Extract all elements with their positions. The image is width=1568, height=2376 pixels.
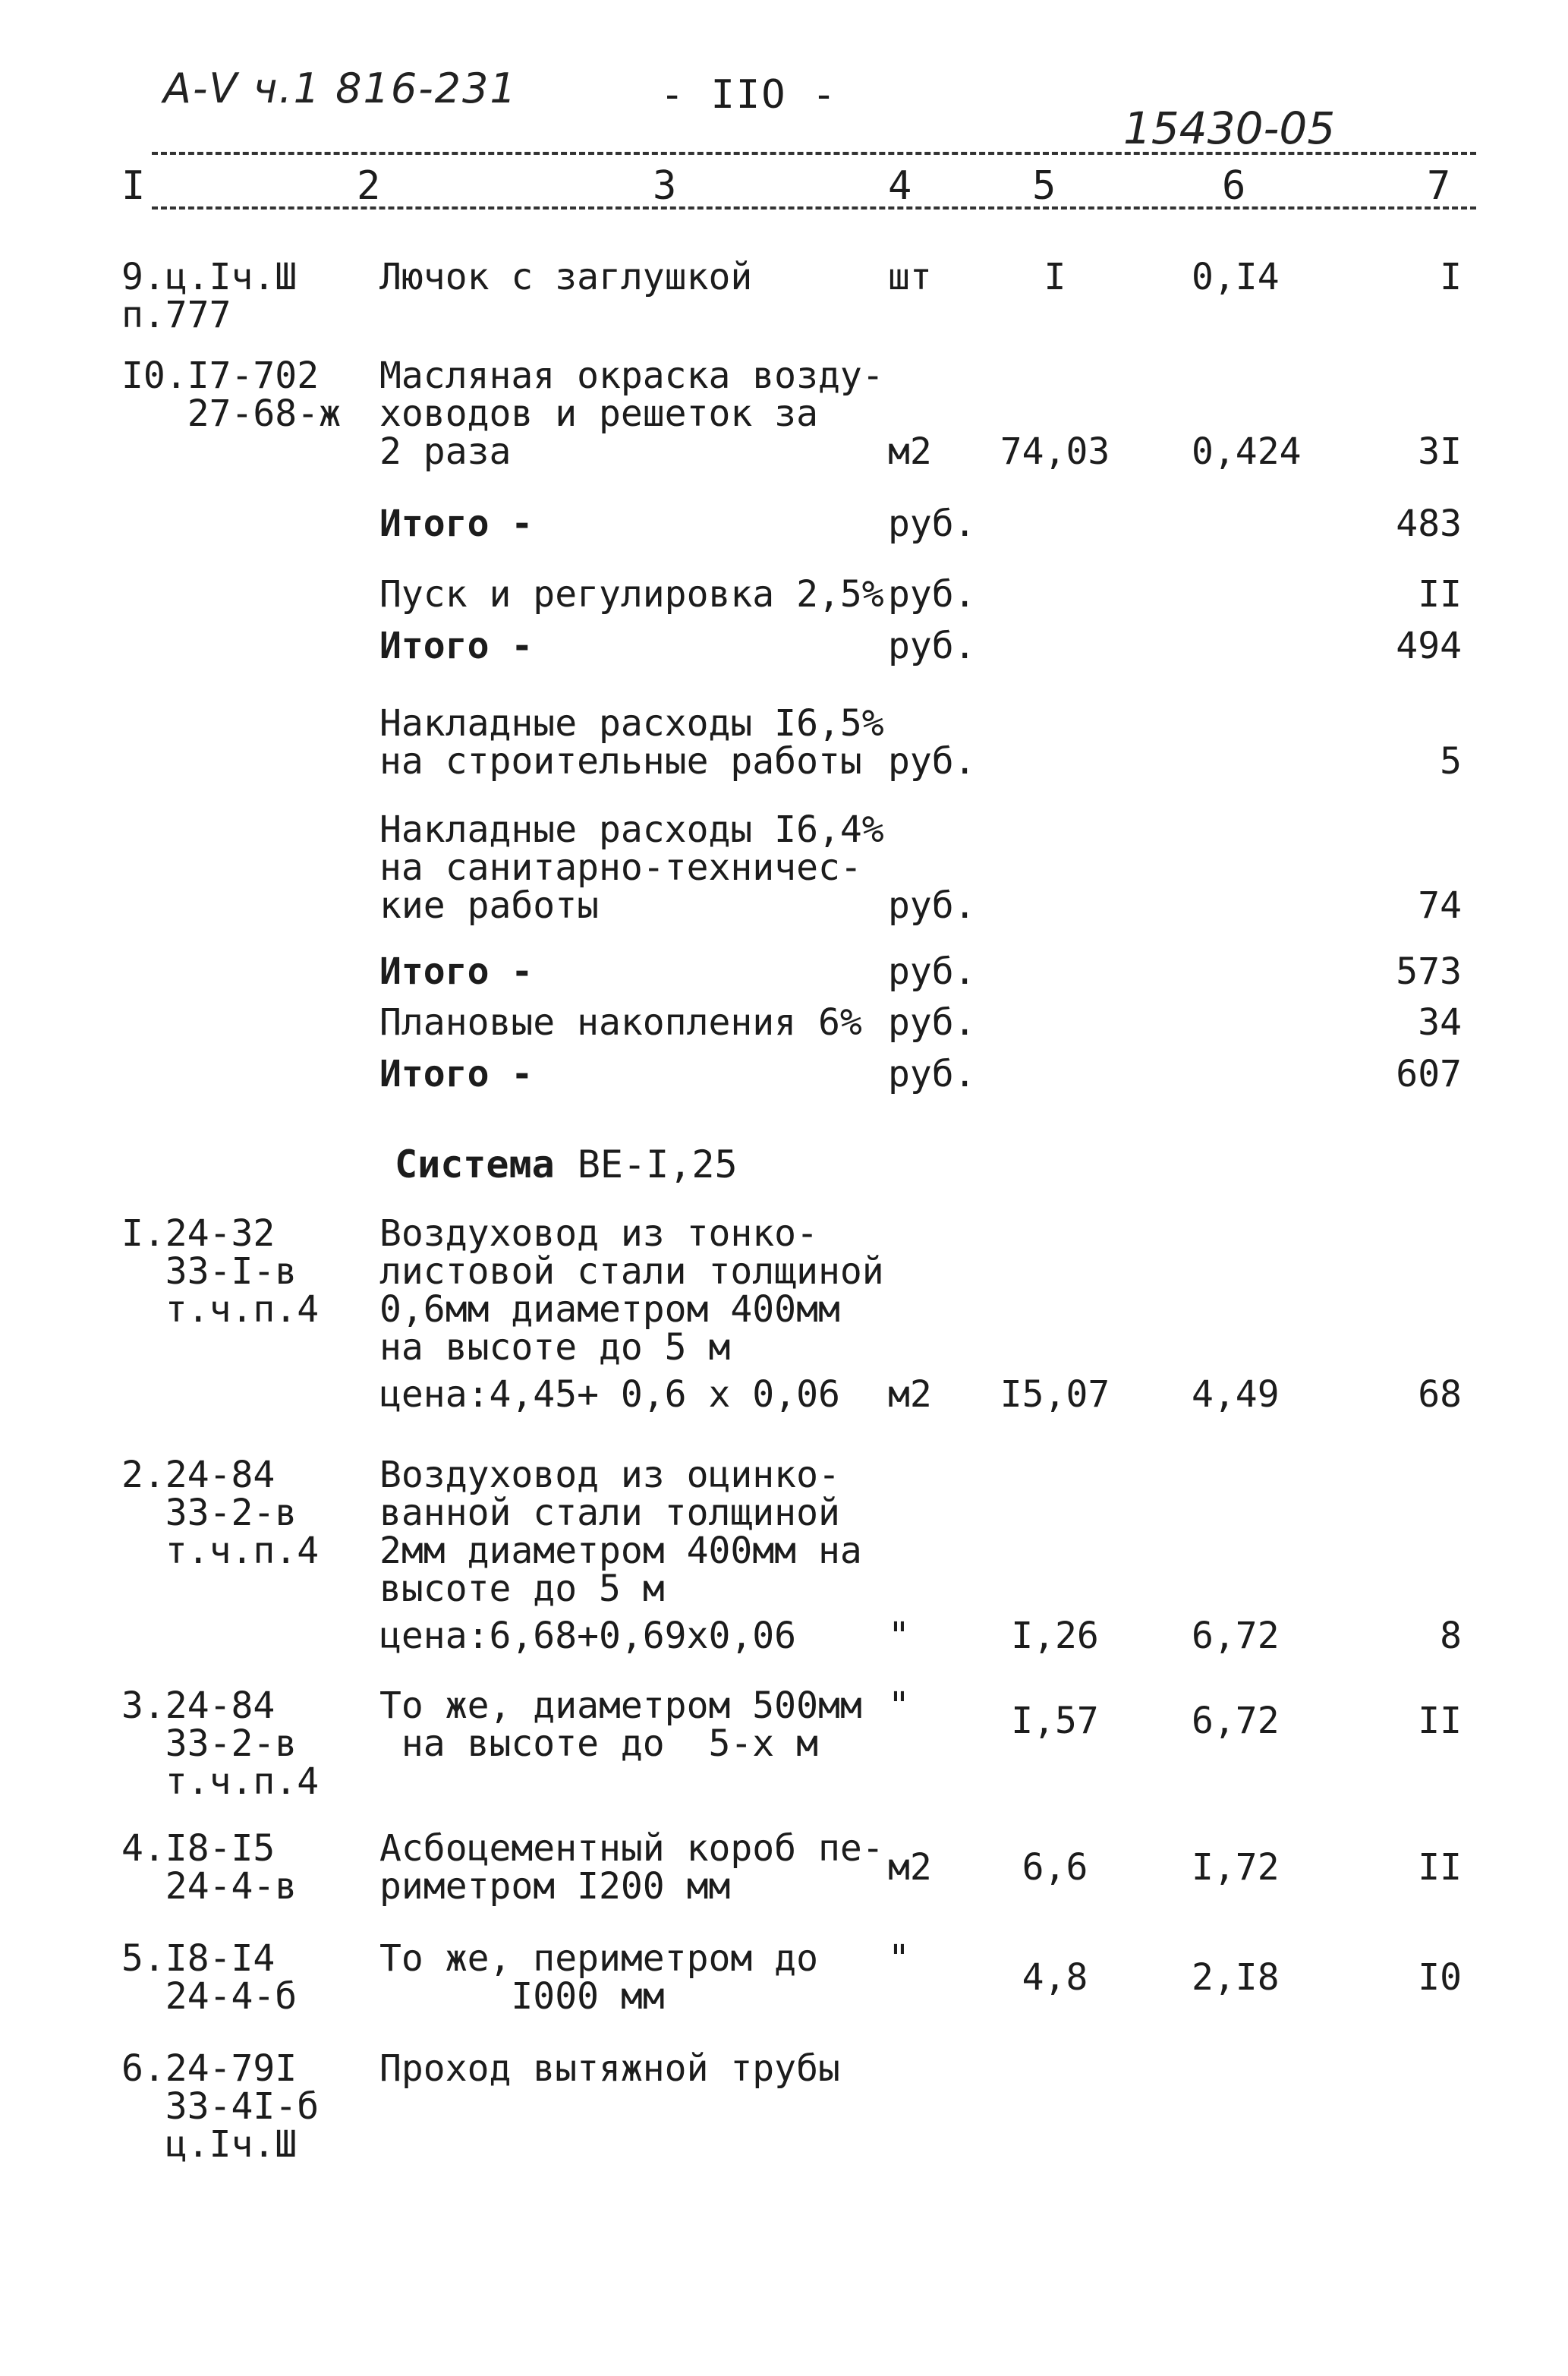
item-code: 2.24-84 33-2-в т.ч.п.4 (121, 1454, 320, 1572)
item-quantity: 6,6 (1022, 1846, 1088, 1889)
item-description: Воздуховод из тонко- листовой стали толщиной 0,6мм диаметром 400мм на высоте до 5 м (379, 1212, 884, 1369)
item-unit: м2 (888, 1373, 932, 1416)
summary-total: 5 (1440, 740, 1462, 783)
item-total: І0 (1418, 1956, 1462, 1999)
column-number-1: І (121, 163, 146, 209)
item-quantity: І5,07 (1000, 1373, 1110, 1416)
item-price-formula: цена:6,68+0,69х0,06 (379, 1615, 797, 1657)
item-total: 68 (1418, 1373, 1462, 1416)
item-description: То же, диаметром 500мм на высоте до 5-х м (379, 1684, 862, 1765)
summary-label: Плановые накопления 6% (379, 1001, 862, 1044)
item-quantity: 4,8 (1022, 1956, 1088, 1999)
item-quantity: І,57 (1011, 1700, 1099, 1742)
item-code: 9.ц.Іч.Ш п.777 (121, 256, 298, 336)
summary-unit: руб. (888, 950, 976, 993)
item-total: І (1440, 256, 1462, 298)
item-description: То же, периметром до І000 мм (379, 1937, 818, 2018)
item-total: ІІ (1418, 1846, 1462, 1889)
item-quantity: І (1044, 256, 1066, 298)
item-quantity: І,26 (1011, 1615, 1099, 1657)
item-price: 6,72 (1192, 1700, 1280, 1742)
summary-label: Итого - (379, 625, 534, 667)
summary-unit: руб. (888, 1001, 976, 1044)
item-code: 6.24-79І 33-4І-б ц.Іч.Ш (121, 2047, 320, 2166)
item-total: 8 (1440, 1615, 1462, 1657)
page-number: - ІІО - (660, 72, 838, 118)
summary-total: 34 (1418, 1001, 1462, 1044)
item-price: 0,І4 (1192, 256, 1280, 298)
summary-total: 74 (1418, 884, 1462, 927)
header-bottom-rule (152, 206, 1476, 210)
column-number-3: 3 (653, 163, 677, 209)
item-description: Воздуховод из оцинко- ванной стали толщиной 2мм диаметром 400мм на высоте до 5 м (379, 1454, 862, 1610)
item-unit: " (888, 1615, 910, 1657)
summary-total: 607 (1396, 1053, 1462, 1095)
summary-unit: руб. (888, 884, 976, 927)
item-description: Масляная окраска возду- ховодов и решеток за 2 раза (379, 355, 884, 473)
item-price: І,72 (1192, 1846, 1280, 1889)
section-title (395, 1142, 738, 1186)
item-price: 2,І8 (1192, 1956, 1280, 1999)
item-price-formula: цена:4,45+ 0,6 х 0,06 (379, 1373, 840, 1416)
summary-label: Пуск и регулировка 2,5% (379, 573, 884, 616)
item-unit: " (888, 1684, 910, 1727)
item-description: Проход вытяжной трубы (379, 2047, 840, 2090)
summary-total: ІІ (1418, 573, 1462, 616)
column-number-6: 6 (1222, 163, 1246, 209)
item-price: 6,72 (1192, 1615, 1280, 1657)
summary-label: Накладные расходы І6,5% на строительные работы (379, 702, 884, 783)
summary-total: 494 (1396, 625, 1462, 667)
item-code: 3.24-84 33-2-в т.ч.п.4 (121, 1684, 320, 1803)
column-number-7: 7 (1427, 163, 1451, 209)
summary-unit: руб. (888, 625, 976, 667)
item-price: 0,424 (1192, 430, 1302, 473)
summary-total: 573 (1396, 950, 1462, 993)
section-title-name: ВЕ-І,25 (577, 1142, 738, 1186)
item-quantity: 74,03 (1000, 430, 1110, 473)
item-unit: м2 (888, 1846, 932, 1889)
stamp-number: 15430-05 (1123, 102, 1336, 154)
item-unit: м2 (888, 430, 932, 473)
item-code: І.24-32 33-І-в т.ч.п.4 (121, 1212, 320, 1331)
item-code: 5.І8-І4 24-4-б (121, 1937, 298, 2018)
item-total: ІІ (1418, 1700, 1462, 1742)
summary-unit: руб. (888, 503, 976, 545)
item-total: 3І (1418, 430, 1462, 473)
summary-unit: руб. (888, 740, 976, 783)
summary-unit: руб. (888, 1053, 976, 1095)
summary-label: Итого - (379, 1053, 534, 1095)
header-top-rule (152, 152, 1476, 155)
item-price: 4,49 (1192, 1373, 1280, 1416)
section-title-prefix: Система (395, 1142, 555, 1186)
item-code: І0.І7-702 27-68-ж (121, 355, 341, 435)
summary-label: Накладные расходы І6,4% на санитарно-техничес- кие работы (379, 808, 884, 927)
item-description: Лючок с заглушкой (379, 256, 753, 298)
column-number-2: 2 (357, 163, 381, 209)
summary-unit: руб. (888, 573, 976, 616)
column-number-4: 4 (888, 163, 912, 209)
item-description: Асбоцементный короб пе- риметром І200 мм (379, 1827, 884, 1908)
summary-total: 483 (1396, 503, 1462, 545)
summary-label: Итого - (379, 950, 534, 993)
document-code: А-Ⅴ ч.1 816-231 (163, 65, 518, 112)
item-code: 4.І8-І5 24-4-в (121, 1827, 298, 1908)
column-number-5: 5 (1032, 163, 1056, 209)
item-unit: шт (888, 256, 932, 298)
item-unit: " (888, 1937, 910, 1980)
summary-label: Итого - (379, 503, 534, 545)
